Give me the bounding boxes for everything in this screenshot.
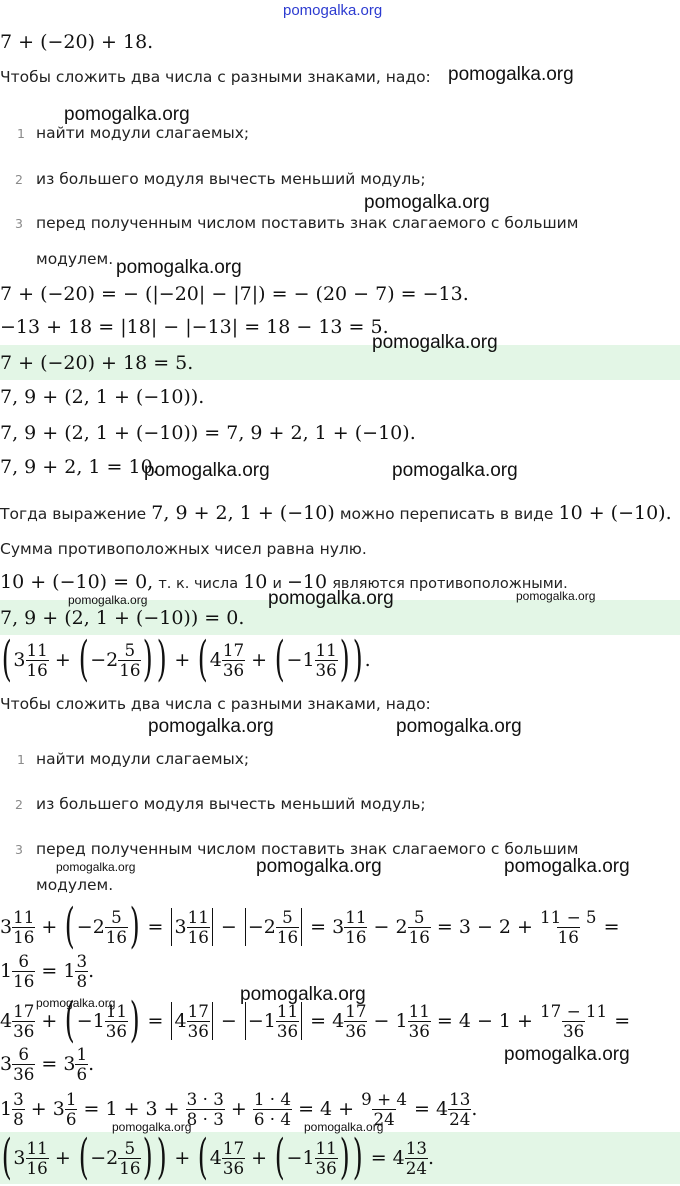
expression-2: 7, 9 + (2, 1 + (−10)). <box>0 386 205 408</box>
expression-1: 7 + (−20) + 18. <box>0 31 154 53</box>
top-watermark: pomogalka.org <box>283 2 383 19</box>
zero-math: 10 + (−10) = 0, <box>0 571 154 593</box>
expression-3: ( 3 11 16 + ( −2 5 16 ) ) + ( 4 17 36 + ( −1 11 36 ) ) . <box>1 632 371 688</box>
watermark: pomogalka.org <box>56 860 136 874</box>
calc-mixed-line-1b: 1 6 16 = 1 3 8 . <box>0 950 95 991</box>
watermark: pomogalka.org <box>504 1044 630 1065</box>
watermark: pomogalka.org <box>364 192 490 213</box>
watermark: pomogalka.org <box>68 593 148 607</box>
zero-math: 10 <box>243 571 268 593</box>
watermark: pomogalka.org <box>516 589 596 603</box>
rule-intro-1: Чтобы сложить два числа с разными знаками, надо: <box>0 68 431 86</box>
step-text: найти модули слагаемых; <box>36 750 250 768</box>
watermark: pomogalka.org <box>148 716 274 737</box>
step-text: найти модули слагаемых; <box>36 124 250 142</box>
step-number: 1 <box>17 126 25 141</box>
zero-text: т. к. числа <box>158 576 239 592</box>
rewrite-text: Тогда выражение <box>0 505 147 523</box>
step-text: из большего модуля вычесть меньший модуль; <box>36 170 426 188</box>
answer-2: 7, 9 + (2, 1 + (−10)) = 0. <box>0 607 245 629</box>
zero-text: и <box>272 576 282 592</box>
watermark: pomogalka.org <box>240 984 366 1005</box>
step-number: 1 <box>17 752 25 767</box>
watermark: pomogalka.org <box>64 104 190 125</box>
zero-math: −10 <box>287 571 328 593</box>
step-number: 3 <box>15 842 23 857</box>
watermark: pomogalka.org <box>36 996 116 1010</box>
rule-intro-2: Чтобы сложить два числа с разными знаками, надо: <box>0 695 431 713</box>
watermark: pomogalka.org <box>372 332 498 353</box>
watermark: pomogalka.org <box>392 460 518 481</box>
step-text: из большего модуля вычесть меньший модуль; <box>36 795 426 813</box>
rewrite-text: можно переписать в виде <box>339 505 554 523</box>
zero-text: являются противоположными. <box>332 576 568 592</box>
watermark: pomogalka.org <box>504 856 630 877</box>
step-text-continued: модулем. <box>36 250 114 268</box>
calc-mixed-line-1: 3 11 16 + ( −2 5 16 ) = 3 11 16 − −2 5 16 = 3 11 16 − 2 5 16 = 3 − 2 + $\frac{11 - 5}{16}$ = <box>0 899 620 955</box>
watermark: pomogalka.org <box>144 460 270 481</box>
calc-line: −13 + 18 = |18| − |−13| = 18 − 13 = 5. <box>0 316 389 338</box>
calc-line: 7, 9 + 2, 1 = 10. <box>0 456 159 478</box>
answer-3: ( 3 11 16 + ( −2 5 16 ) ) + ( 4 17 36 + ( −1 11 36 ) ) = 4 13 24 . <box>1 1130 435 1186</box>
answer-1: 7 + (−20) + 18 = 5. <box>0 352 194 374</box>
rewrite-math: 10 + (−10). <box>558 502 672 524</box>
watermark: pomogalka.org <box>304 1120 384 1134</box>
calc-line: 7 + (−20) = − (|−20| − |7|) = − (20 − 7) = −13. <box>0 283 469 305</box>
rewrite-math: 7, 9 + 2, 1 + (−10) <box>151 502 335 524</box>
watermark: pomogalka.org <box>112 1120 192 1134</box>
calc-line: 7, 9 + (2, 1 + (−10)) = 7, 9 + 2, 1 + (−10). <box>0 422 416 444</box>
calc-mixed-line-2b: 3 6 36 = 3 1 6 . <box>0 1043 95 1084</box>
calc-mixed-line-2: 4 17 36 + ( −1 11 36 ) = 4 17 36 − −1 11 36 = 4 17 36 − 1 11 36 = 4 − 1 + $\frac{17 - 11}{36}$ = <box>0 993 631 1049</box>
watermark: pomogalka.org <box>268 588 394 609</box>
step-number: 2 <box>15 172 23 187</box>
watermark: pomogalka.org <box>396 716 522 737</box>
step-text-continued: модулем. <box>36 876 114 894</box>
opposites-sentence: Сумма противоположных чисел равна нулю. <box>0 540 367 558</box>
step-text: перед полученным числом поставить знак слагаемого с большим <box>36 840 579 858</box>
rewrite-sentence <box>0 502 672 524</box>
step-text: перед полученным числом поставить знак слагаемого с большим <box>36 214 579 232</box>
step-number: 2 <box>15 797 23 812</box>
watermark: pomogalka.org <box>256 856 382 877</box>
watermark: pomogalka.org <box>448 64 574 85</box>
step-number: 3 <box>15 216 23 231</box>
watermark: pomogalka.org <box>116 257 242 278</box>
calc-mixed-line-3: 1 3 8 + 3 1 6 = 1 + 3 + $\frac{3 \cdot 3}{8 \cdot 3}$ + 1 · 4 6 · 4 = 4 + $\frac{9 + 4}{24}$ = 4 13 24 . <box>0 1088 478 1129</box>
